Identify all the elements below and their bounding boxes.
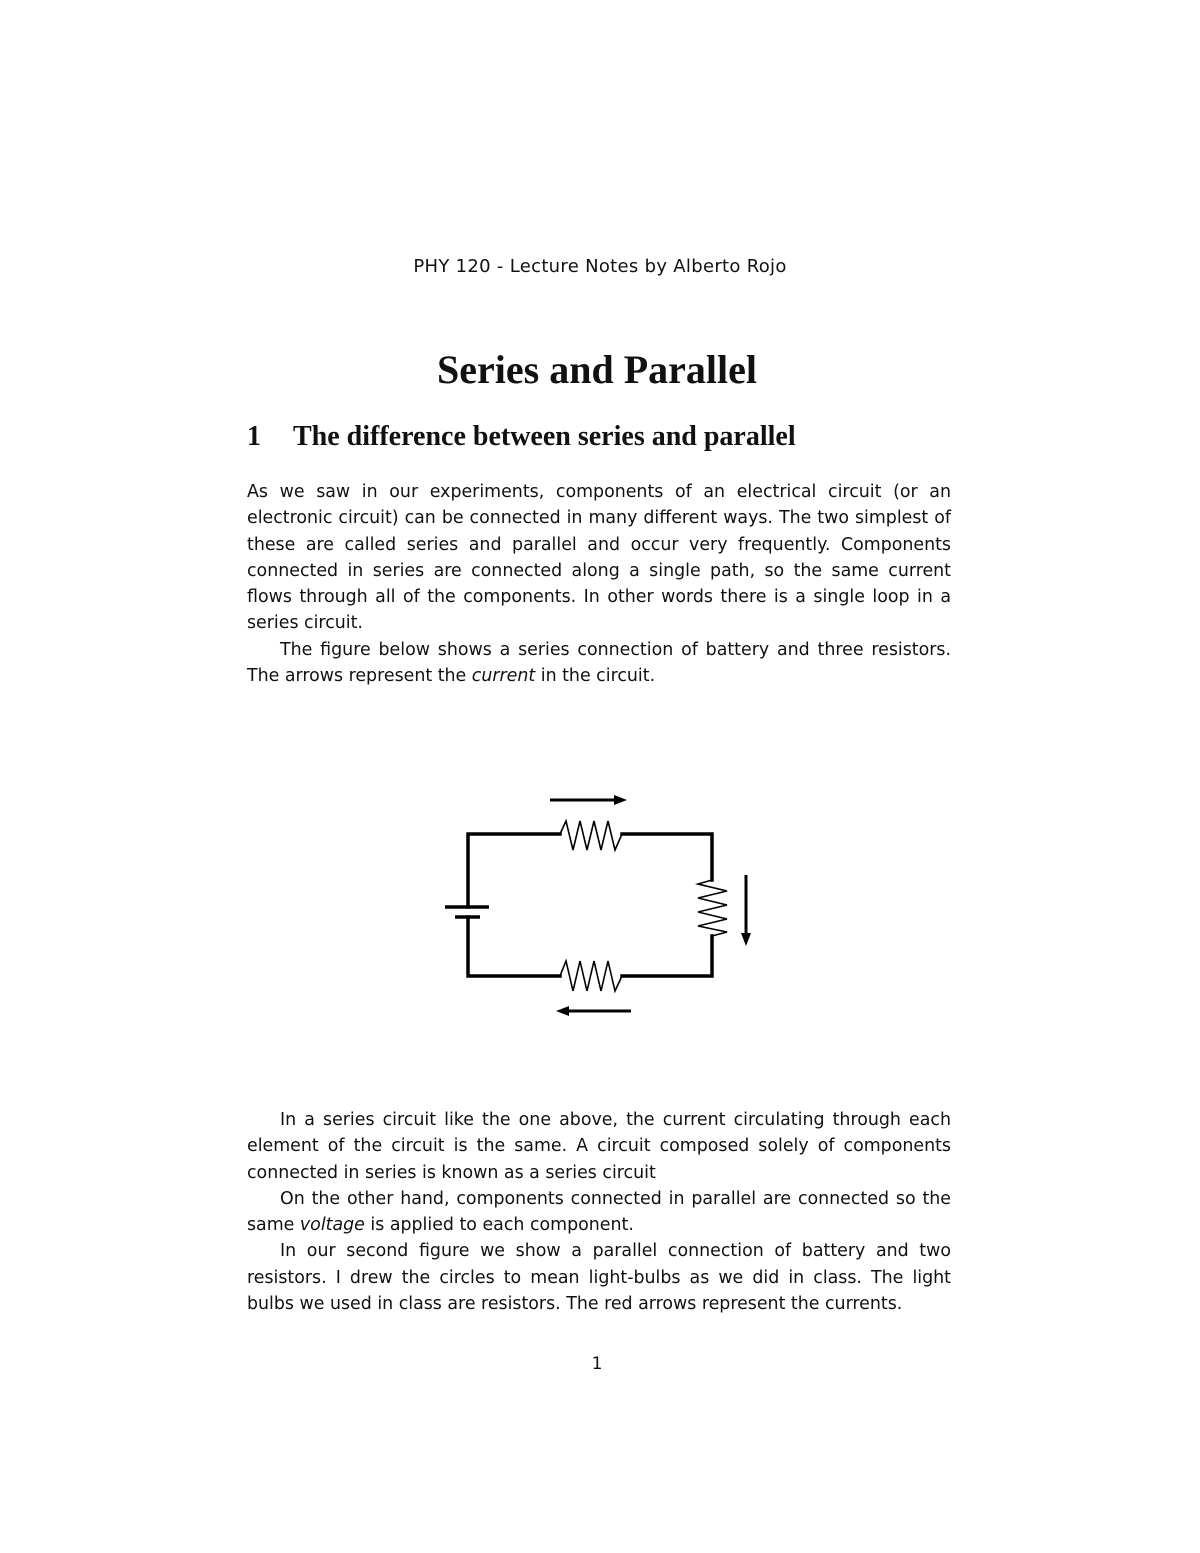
battery-icon xyxy=(445,907,489,917)
paragraph-parallel-intro xyxy=(247,1186,951,1239)
wire-top-right xyxy=(622,834,712,880)
document-title: Series and Parallel xyxy=(437,347,757,392)
paragraph-figure-caption xyxy=(247,637,951,690)
parallel-intro-start: On the other hand, components connected in parallel are connected so the same xyxy=(247,1188,951,1236)
emphasis-voltage: voltage xyxy=(299,1215,365,1236)
section-heading-text: The difference between series and parallel xyxy=(293,421,796,452)
wire-bottom-left xyxy=(468,917,560,976)
current-arrow-right xyxy=(741,875,751,946)
wire-top-left xyxy=(468,834,560,907)
resistor-bottom xyxy=(560,961,622,991)
section-heading xyxy=(247,421,796,453)
resistor-right xyxy=(698,880,727,936)
series-circuit-diagram xyxy=(430,780,770,1030)
current-arrow-top xyxy=(550,795,627,805)
body-text-bottom xyxy=(247,1107,951,1317)
section-number: 1 xyxy=(247,421,261,452)
paragraph-series-intro: As we saw in our experiments, components of an electrical circuit (or an electronic circuit) can be connected in many different ways. The two simplest of these are called series and parallel and occur very frequently. Components connected in series are connected along a single path, so the same current flows through all of the components. In other words there is a single loop in a series circuit. xyxy=(247,482,951,634)
parallel-intro-end: is applied to each component. xyxy=(364,1215,634,1236)
paragraph-second-figure: In our second figure we show a parallel connection of battery and two resistors. I drew the circles to mean light-bulbs as we did in class. The light bulbs we used in class are resistors. The red arrows represent the currents. xyxy=(247,1241,951,1315)
body-text-top xyxy=(247,479,951,689)
running-header: PHY 120 - Lecture Notes by Alberto Rojo xyxy=(413,256,787,277)
current-arrow-bottom xyxy=(556,1006,631,1016)
emphasis-current: current xyxy=(471,666,536,687)
wire-right-bottom xyxy=(622,936,712,976)
figure-caption-start: The figure below shows a series connection of battery and three resistors. The arrows represent the xyxy=(247,639,951,687)
figure-caption-end: in the circuit. xyxy=(535,666,656,687)
resistor-top xyxy=(560,821,622,850)
paragraph-series-summary: In a series circuit like the one above, the current circulating through each element of the circuit is the same. A circuit composed solely of components connected in series is known as a series circuit xyxy=(247,1110,951,1183)
page-number: 1 xyxy=(591,1354,603,1374)
